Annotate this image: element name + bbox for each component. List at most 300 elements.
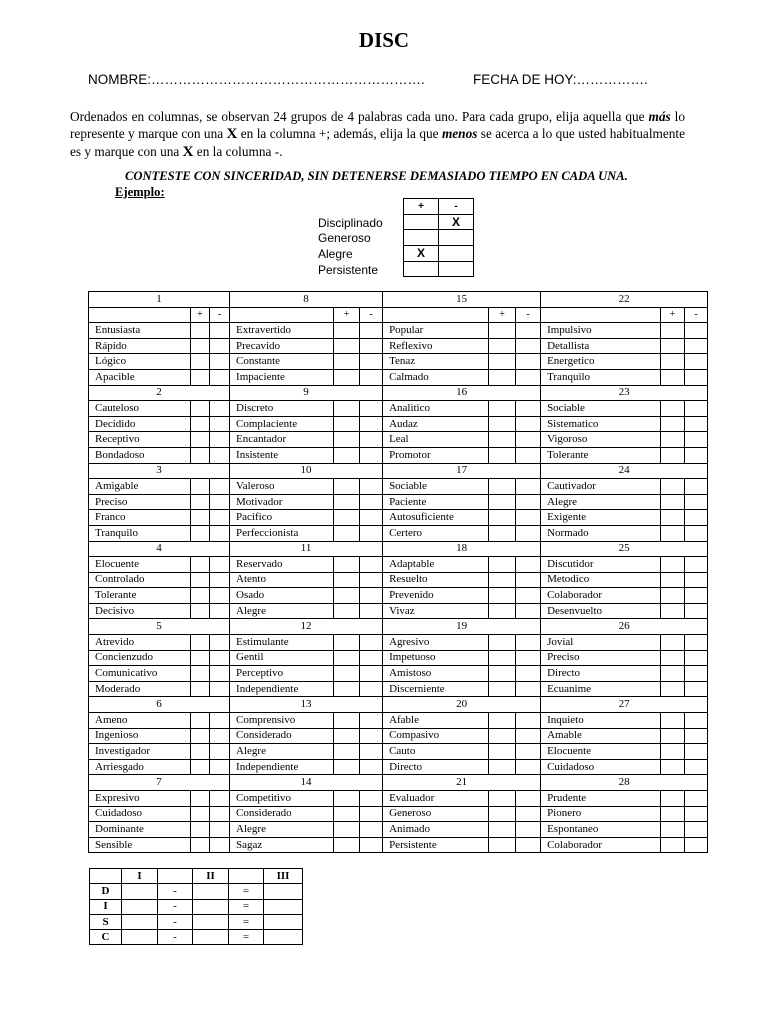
- minus-mark-cell[interactable]: [685, 650, 708, 666]
- plus-mark-cell[interactable]: [334, 338, 360, 354]
- plus-mark-cell[interactable]: [661, 837, 685, 853]
- word-cell: Osado: [230, 588, 334, 604]
- score-input-ii[interactable]: [193, 899, 229, 914]
- minus-mark-cell[interactable]: [516, 494, 541, 510]
- plus-mark-cell[interactable]: [661, 401, 685, 417]
- score-input-i[interactable]: [122, 930, 158, 945]
- plus-mark-cell[interactable]: [334, 681, 360, 697]
- word-cell: Preciso: [541, 650, 661, 666]
- plus-mark-cell[interactable]: [191, 681, 210, 697]
- plus-mark-cell[interactable]: [334, 432, 360, 448]
- minus-mark-cell[interactable]: [360, 416, 383, 432]
- minus-mark-cell[interactable]: [360, 525, 383, 541]
- plus-mark-cell[interactable]: [489, 744, 516, 760]
- minus-mark-cell[interactable]: [360, 837, 383, 853]
- minus-mark-cell[interactable]: [360, 713, 383, 729]
- minus-mark-cell[interactable]: [210, 494, 230, 510]
- word-row: [89, 432, 708, 448]
- example-minus-cell[interactable]: [438, 229, 474, 246]
- example-minus-cell[interactable]: X: [438, 214, 474, 231]
- minus-mark-cell[interactable]: [210, 588, 230, 604]
- plus-mark-cell[interactable]: [661, 713, 685, 729]
- word-cell: Tolerante: [541, 447, 661, 463]
- minus-mark-cell[interactable]: [210, 525, 230, 541]
- minus-mark-cell[interactable]: [516, 354, 541, 370]
- plus-mark-cell[interactable]: [334, 494, 360, 510]
- minus-mark-cell[interactable]: [685, 447, 708, 463]
- word-cell: Constante: [230, 354, 334, 370]
- minus-mark-cell[interactable]: [360, 806, 383, 822]
- word-row: [89, 572, 708, 588]
- minus-mark-cell[interactable]: [516, 447, 541, 463]
- minus-mark-cell[interactable]: [516, 728, 541, 744]
- minus-mark-cell[interactable]: [210, 806, 230, 822]
- minus-mark-cell[interactable]: [516, 806, 541, 822]
- score-input-ii[interactable]: [193, 914, 229, 929]
- plus-mark-cell[interactable]: [661, 666, 685, 682]
- minus-mark-cell[interactable]: [360, 510, 383, 526]
- plus-mark-cell[interactable]: [334, 416, 360, 432]
- plus-mark-cell[interactable]: [191, 603, 210, 619]
- score-input-iii[interactable]: [264, 914, 303, 929]
- minus-mark-cell[interactable]: [516, 837, 541, 853]
- word-row: [89, 666, 708, 682]
- example-minus-cell[interactable]: [438, 261, 474, 278]
- plus-mark-cell[interactable]: [661, 791, 685, 807]
- minus-mark-cell[interactable]: [210, 323, 230, 339]
- minus-mark-cell[interactable]: [360, 323, 383, 339]
- plus-mark-cell[interactable]: [191, 479, 210, 495]
- minus-mark-cell[interactable]: [685, 744, 708, 760]
- plus-mark-cell[interactable]: [334, 837, 360, 853]
- plus-mark-cell[interactable]: [334, 447, 360, 463]
- minus-mark-cell[interactable]: [360, 557, 383, 573]
- intro-text-3: en la columna +; además, elija la que: [237, 126, 442, 141]
- plus-mark-cell[interactable]: [334, 323, 360, 339]
- minus-mark-cell[interactable]: [360, 494, 383, 510]
- minus-mark-cell[interactable]: [685, 791, 708, 807]
- minus-mark-cell[interactable]: [685, 806, 708, 822]
- minus-mark-cell[interactable]: [360, 572, 383, 588]
- minus-mark-cell[interactable]: [685, 557, 708, 573]
- minus-mark-cell[interactable]: [516, 603, 541, 619]
- minus-mark-cell[interactable]: [360, 822, 383, 838]
- minus-mark-cell[interactable]: [685, 713, 708, 729]
- group-number: 25: [541, 541, 708, 557]
- word-cell: Paciente: [383, 494, 489, 510]
- minus-mark-cell[interactable]: [516, 588, 541, 604]
- plus-mark-cell[interactable]: [661, 510, 685, 526]
- plus-mark-cell[interactable]: [489, 525, 516, 541]
- score-input-ii[interactable]: [193, 930, 229, 945]
- plus-mark-cell[interactable]: [489, 681, 516, 697]
- plus-mark-cell[interactable]: [334, 369, 360, 385]
- plus-mark-cell[interactable]: [489, 635, 516, 651]
- plus-mark-cell[interactable]: [334, 401, 360, 417]
- plus-mark-cell[interactable]: [191, 713, 210, 729]
- plus-mark-cell[interactable]: [661, 416, 685, 432]
- plus-mark-cell[interactable]: [191, 323, 210, 339]
- plus-mark-cell[interactable]: [489, 510, 516, 526]
- minus-mark-cell[interactable]: [516, 479, 541, 495]
- minus-mark-cell[interactable]: [210, 369, 230, 385]
- plus-mark-cell[interactable]: [489, 603, 516, 619]
- plus-mark-cell[interactable]: [191, 369, 210, 385]
- plus-mark-cell[interactable]: [489, 713, 516, 729]
- plus-mark-cell[interactable]: [489, 666, 516, 682]
- plus-mark-cell[interactable]: [489, 557, 516, 573]
- minus-mark-cell[interactable]: [685, 603, 708, 619]
- minus-mark-cell[interactable]: [516, 401, 541, 417]
- plus-mark-cell[interactable]: [191, 525, 210, 541]
- minus-mark-cell[interactable]: [210, 681, 230, 697]
- score-row: [90, 884, 303, 899]
- plus-mark-cell[interactable]: [191, 557, 210, 573]
- plus-mark-cell[interactable]: [191, 650, 210, 666]
- minus-mark-cell[interactable]: [360, 635, 383, 651]
- plus-mark-cell[interactable]: [191, 401, 210, 417]
- word-cell: Entusiasta: [89, 323, 191, 339]
- minus-mark-cell[interactable]: [360, 759, 383, 775]
- minus-mark-cell[interactable]: [210, 650, 230, 666]
- group-number: 24: [541, 463, 708, 479]
- minus-header: -: [685, 307, 708, 323]
- plus-mark-cell[interactable]: [661, 479, 685, 495]
- word-cell: Autosuficiente: [383, 510, 489, 526]
- minus-mark-cell[interactable]: [210, 822, 230, 838]
- fecha-field[interactable]: FECHA DE HOY:…………….: [473, 72, 648, 87]
- minus-mark-cell[interactable]: [210, 572, 230, 588]
- word-row: [89, 837, 708, 853]
- plus-mark-cell[interactable]: [191, 447, 210, 463]
- plus-mark-cell[interactable]: [334, 650, 360, 666]
- minus-mark-cell[interactable]: [516, 713, 541, 729]
- minus-mark-cell[interactable]: [210, 510, 230, 526]
- minus-mark-cell[interactable]: [685, 416, 708, 432]
- word-cell: Espontaneo: [541, 822, 661, 838]
- blank-header-cell: [89, 307, 191, 323]
- plus-mark-cell[interactable]: [489, 759, 516, 775]
- minus-mark-cell[interactable]: [360, 588, 383, 604]
- minus-mark-cell[interactable]: [685, 354, 708, 370]
- plus-mark-cell[interactable]: [334, 479, 360, 495]
- minus-mark-cell[interactable]: [360, 791, 383, 807]
- minus-mark-cell[interactable]: [360, 447, 383, 463]
- word-cell: Apacible: [89, 369, 191, 385]
- minus-mark-cell[interactable]: [685, 759, 708, 775]
- minus-mark-cell[interactable]: [210, 447, 230, 463]
- plus-mark-cell[interactable]: [334, 635, 360, 651]
- minus-mark-cell[interactable]: [516, 525, 541, 541]
- minus-mark-cell[interactable]: [516, 744, 541, 760]
- minus-mark-cell[interactable]: [516, 759, 541, 775]
- minus-mark-cell[interactable]: [360, 681, 383, 697]
- minus-mark-cell[interactable]: [685, 681, 708, 697]
- plus-mark-cell[interactable]: [489, 354, 516, 370]
- plus-mark-cell[interactable]: [334, 588, 360, 604]
- plus-mark-cell[interactable]: [489, 650, 516, 666]
- plus-mark-cell[interactable]: [489, 572, 516, 588]
- minus-mark-cell[interactable]: [210, 338, 230, 354]
- word-cell: Agresivo: [383, 635, 489, 651]
- plus-mark-cell[interactable]: [334, 666, 360, 682]
- minus-mark-cell[interactable]: [360, 354, 383, 370]
- minus-mark-cell[interactable]: [210, 713, 230, 729]
- plus-mark-cell[interactable]: [489, 822, 516, 838]
- score-table: [89, 868, 303, 945]
- minus-mark-cell[interactable]: [360, 666, 383, 682]
- example-plus-cell[interactable]: [403, 261, 439, 278]
- minus-mark-cell[interactable]: [210, 791, 230, 807]
- plus-mark-cell[interactable]: [334, 525, 360, 541]
- plus-mark-cell[interactable]: [489, 416, 516, 432]
- plus-mark-cell[interactable]: [489, 806, 516, 822]
- intro-text-1: Ordenados en columnas, se observan 24 grupos de 4 palabras cada uno. Para cada grupo, elija aquella que: [70, 109, 649, 124]
- plus-mark-cell[interactable]: [661, 557, 685, 573]
- plus-mark-cell[interactable]: [191, 510, 210, 526]
- plus-mark-cell[interactable]: [489, 479, 516, 495]
- plus-mark-cell[interactable]: [191, 806, 210, 822]
- minus-mark-cell[interactable]: [210, 557, 230, 573]
- plus-mark-cell[interactable]: [661, 588, 685, 604]
- plus-mark-cell[interactable]: [334, 572, 360, 588]
- minus-mark-cell[interactable]: [685, 510, 708, 526]
- plus-mark-cell[interactable]: [334, 557, 360, 573]
- minus-mark-cell[interactable]: [685, 837, 708, 853]
- minus-mark-cell[interactable]: [685, 432, 708, 448]
- plus-mark-cell[interactable]: [191, 728, 210, 744]
- plus-mark-cell[interactable]: [334, 806, 360, 822]
- plus-mark-cell[interactable]: [191, 837, 210, 853]
- minus-mark-cell[interactable]: [516, 416, 541, 432]
- plus-mark-cell[interactable]: [661, 323, 685, 339]
- minus-mark-cell[interactable]: [685, 666, 708, 682]
- example-plus-cell[interactable]: [403, 214, 439, 231]
- group-number-row: [89, 385, 708, 401]
- minus-header: -: [360, 307, 383, 323]
- plus-mark-cell[interactable]: [661, 603, 685, 619]
- plus-mark-cell[interactable]: [661, 572, 685, 588]
- plus-mark-cell[interactable]: [334, 744, 360, 760]
- word-cell: Reflexivo: [383, 338, 489, 354]
- plus-mark-cell[interactable]: [661, 728, 685, 744]
- minus-mark-cell[interactable]: [360, 369, 383, 385]
- minus-mark-cell[interactable]: [360, 432, 383, 448]
- minus-mark-cell[interactable]: [685, 401, 708, 417]
- minus-mark-cell[interactable]: [685, 728, 708, 744]
- minus-mark-cell[interactable]: [685, 635, 708, 651]
- plus-mark-cell[interactable]: [191, 416, 210, 432]
- plus-mark-cell[interactable]: [191, 666, 210, 682]
- example-minus-cell[interactable]: [438, 245, 474, 262]
- group-number: 28: [541, 775, 708, 791]
- score-input-i[interactable]: [122, 914, 158, 929]
- plus-mark-cell[interactable]: [334, 713, 360, 729]
- minus-mark-cell[interactable]: [516, 791, 541, 807]
- plus-mark-cell[interactable]: [489, 338, 516, 354]
- minus-mark-cell[interactable]: [210, 759, 230, 775]
- minus-mark-cell[interactable]: [516, 432, 541, 448]
- example-row: [318, 215, 474, 231]
- plus-mark-cell[interactable]: [191, 759, 210, 775]
- plus-mark-cell[interactable]: [489, 728, 516, 744]
- plus-mark-cell[interactable]: [191, 432, 210, 448]
- word-row: [89, 416, 708, 432]
- minus-mark-cell[interactable]: [516, 369, 541, 385]
- word-cell: Valeroso: [230, 479, 334, 495]
- minus-mark-cell[interactable]: [516, 822, 541, 838]
- word-cell: Prudente: [541, 791, 661, 807]
- minus-mark-cell[interactable]: [210, 635, 230, 651]
- minus-mark-cell[interactable]: [516, 338, 541, 354]
- minus-mark-cell[interactable]: [685, 323, 708, 339]
- nombre-field[interactable]: NOMBRE:…………………………………………………….: [88, 72, 425, 87]
- plus-mark-cell[interactable]: [334, 354, 360, 370]
- plus-mark-cell[interactable]: [661, 354, 685, 370]
- minus-mark-cell[interactable]: [685, 338, 708, 354]
- plus-mark-cell[interactable]: [661, 525, 685, 541]
- minus-mark-cell[interactable]: [360, 603, 383, 619]
- minus-mark-cell[interactable]: [516, 510, 541, 526]
- minus-header: -: [516, 307, 541, 323]
- plus-mark-cell[interactable]: [191, 635, 210, 651]
- word-cell: Comunicativo: [89, 666, 191, 682]
- plus-mark-cell[interactable]: [191, 338, 210, 354]
- minus-mark-cell[interactable]: [516, 557, 541, 573]
- example-row: [318, 246, 474, 262]
- minus-mark-cell[interactable]: [516, 323, 541, 339]
- minus-mark-cell[interactable]: [360, 338, 383, 354]
- minus-mark-cell[interactable]: [210, 666, 230, 682]
- minus-mark-cell[interactable]: [360, 744, 383, 760]
- minus-mark-cell[interactable]: [516, 666, 541, 682]
- word-cell: Cuidadoso: [89, 806, 191, 822]
- word-cell: Extravertido: [230, 323, 334, 339]
- plus-mark-cell[interactable]: [661, 759, 685, 775]
- plus-mark-cell[interactable]: [489, 837, 516, 853]
- minus-mark-cell[interactable]: [685, 588, 708, 604]
- minus-mark-cell[interactable]: [516, 572, 541, 588]
- plus-mark-cell[interactable]: [489, 791, 516, 807]
- minus-mark-cell[interactable]: [210, 401, 230, 417]
- minus-mark-cell[interactable]: [685, 494, 708, 510]
- minus-mark-cell[interactable]: [685, 572, 708, 588]
- plus-mark-cell[interactable]: [661, 369, 685, 385]
- plus-mark-cell[interactable]: [334, 728, 360, 744]
- plus-mark-cell[interactable]: [489, 401, 516, 417]
- word-cell: Considerado: [230, 806, 334, 822]
- score-input-iii[interactable]: [264, 930, 303, 945]
- minus-mark-cell[interactable]: [360, 479, 383, 495]
- intro-text-4: se acerca a lo que usted habitualmente es y marque con una: [70, 126, 686, 159]
- minus-mark-cell[interactable]: [210, 416, 230, 432]
- minus-mark-cell[interactable]: [516, 650, 541, 666]
- minus-mark-cell[interactable]: [685, 479, 708, 495]
- example-table: [318, 199, 474, 277]
- plus-mark-cell[interactable]: [661, 338, 685, 354]
- minus-mark-cell[interactable]: [210, 432, 230, 448]
- example-plus-cell[interactable]: X: [403, 245, 439, 262]
- word-cell: Alegre: [230, 744, 334, 760]
- score-input-i[interactable]: [122, 884, 158, 899]
- minus-mark-cell[interactable]: [210, 744, 230, 760]
- example-word: Alegre: [318, 247, 353, 262]
- score-equals-sign: =: [229, 914, 264, 929]
- plus-mark-cell[interactable]: [334, 510, 360, 526]
- plus-mark-cell[interactable]: [191, 494, 210, 510]
- plus-mark-cell[interactable]: [489, 323, 516, 339]
- minus-mark-cell[interactable]: [516, 681, 541, 697]
- word-cell: Reservado: [230, 557, 334, 573]
- plus-mark-cell[interactable]: [334, 603, 360, 619]
- minus-mark-cell[interactable]: [360, 728, 383, 744]
- plus-mark-cell[interactable]: [661, 494, 685, 510]
- plus-mark-cell[interactable]: [334, 822, 360, 838]
- plus-mark-cell[interactable]: [661, 822, 685, 838]
- plus-mark-cell[interactable]: [489, 494, 516, 510]
- minus-mark-cell[interactable]: [210, 479, 230, 495]
- plus-mark-cell[interactable]: [191, 572, 210, 588]
- plus-mark-cell[interactable]: [334, 791, 360, 807]
- plus-mark-cell[interactable]: [661, 806, 685, 822]
- word-cell: Leal: [383, 432, 489, 448]
- score-input-ii[interactable]: [193, 884, 229, 899]
- minus-mark-cell[interactable]: [685, 525, 708, 541]
- minus-mark-cell[interactable]: [210, 728, 230, 744]
- minus-mark-cell[interactable]: [360, 401, 383, 417]
- plus-mark-cell[interactable]: [661, 650, 685, 666]
- plus-mark-cell[interactable]: [661, 447, 685, 463]
- plus-mark-cell[interactable]: [661, 744, 685, 760]
- plus-mark-cell[interactable]: [489, 369, 516, 385]
- group-number-row: [89, 775, 708, 791]
- plus-mark-cell[interactable]: [334, 759, 360, 775]
- score-input-iii[interactable]: [264, 899, 303, 914]
- minus-mark-cell[interactable]: [210, 354, 230, 370]
- plus-mark-cell[interactable]: [489, 432, 516, 448]
- group-number: 17: [383, 463, 541, 479]
- score-header-i: I: [122, 869, 158, 884]
- plus-mark-cell[interactable]: [191, 791, 210, 807]
- word-cell: Analitico: [383, 401, 489, 417]
- example-plus-cell[interactable]: [403, 229, 439, 246]
- minus-mark-cell[interactable]: [210, 837, 230, 853]
- plus-mark-cell[interactable]: [489, 588, 516, 604]
- plus-mark-cell[interactable]: [661, 635, 685, 651]
- plus-mark-cell[interactable]: [661, 681, 685, 697]
- plus-mark-cell[interactable]: [489, 447, 516, 463]
- intro-text-5: en la columna -.: [193, 144, 283, 159]
- plus-mark-cell[interactable]: [661, 432, 685, 448]
- plus-mark-cell[interactable]: [191, 822, 210, 838]
- minus-mark-cell[interactable]: [210, 603, 230, 619]
- score-input-iii[interactable]: [264, 884, 303, 899]
- plus-mark-cell[interactable]: [191, 588, 210, 604]
- plus-mark-cell[interactable]: [191, 744, 210, 760]
- word-cell: Popular: [383, 323, 489, 339]
- minus-mark-cell[interactable]: [685, 822, 708, 838]
- word-cell: Pionero: [541, 806, 661, 822]
- minus-mark-cell[interactable]: [685, 369, 708, 385]
- plus-mark-cell[interactable]: [191, 354, 210, 370]
- minus-mark-cell[interactable]: [360, 650, 383, 666]
- word-cell: Sistematico: [541, 416, 661, 432]
- score-input-i[interactable]: [122, 899, 158, 914]
- minus-mark-cell[interactable]: [516, 635, 541, 651]
- word-cell: Comprensivo: [230, 713, 334, 729]
- word-cell: Elocuente: [541, 744, 661, 760]
- score-row: [90, 914, 303, 929]
